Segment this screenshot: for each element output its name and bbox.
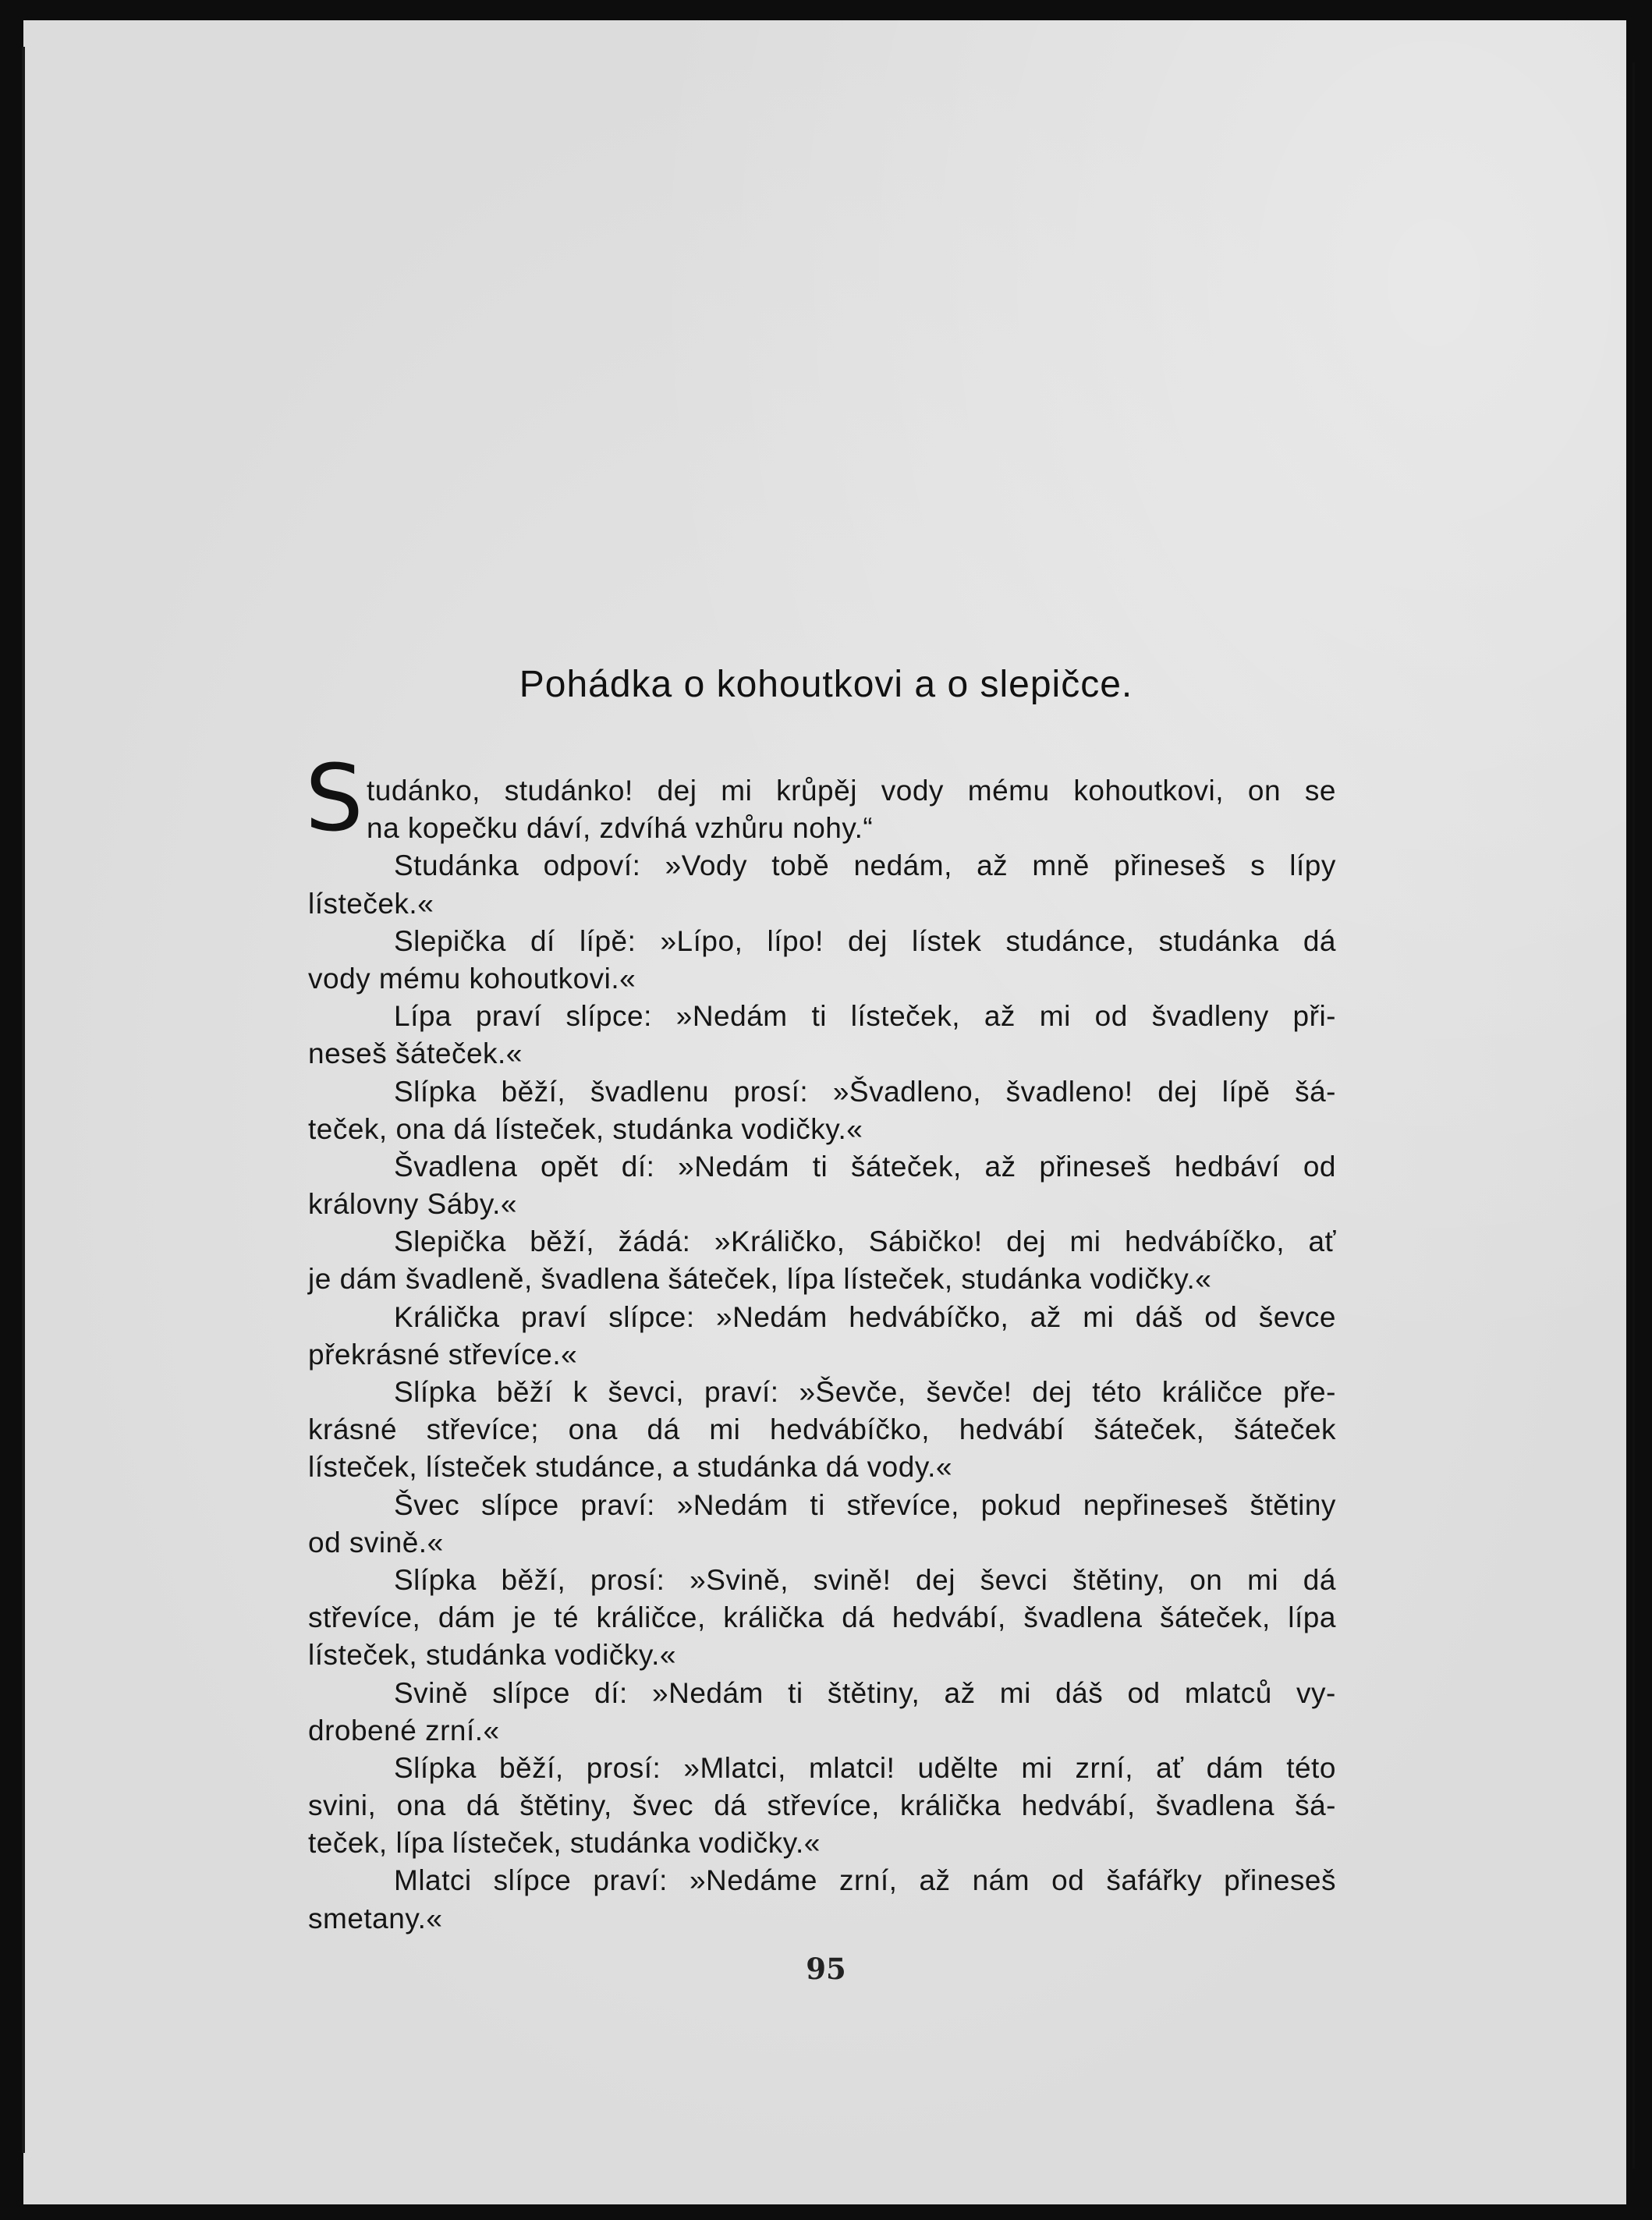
text-line: Slípka běží, švadlenu prosí: »Švadleno, švadleno! dej lípě šá- — [394, 1075, 1336, 1108]
text-line: teček, lípa lísteček, studánka vodičky.« — [308, 1827, 821, 1860]
text-line: na kopečku dáví, zdvíhá vzhůru nohy.“ — [367, 812, 874, 845]
text-line: Švec slípce praví: »Nedám ti střevíce, pokud nepřineseš štětiny — [394, 1488, 1336, 1521]
paragraph — [308, 1562, 1336, 1675]
paragraph — [308, 1487, 1336, 1562]
text-line: Lípa praví slípce: »Nedám ti lísteček, až mi od švadleny při- — [394, 1000, 1336, 1033]
page-number: 95 — [806, 1952, 846, 1986]
paragraph — [308, 1675, 1336, 1750]
paragraph — [308, 1374, 1336, 1487]
text-line: Slípka běží, prosí: »Mlatci, mlatci! udělte mi zrní, ať dám této — [394, 1751, 1336, 1784]
paragraph — [308, 1862, 1336, 1937]
text-line: neseš šáteček.« — [308, 1037, 523, 1070]
text-line: lísteček.« — [308, 887, 434, 920]
text-line: drobené zrní.« — [308, 1714, 500, 1747]
text-line: střevíce, dám je té králičce, králička dá hedvábí, švadlena šáteček, lípa — [308, 1601, 1336, 1634]
paragraph — [308, 923, 1336, 998]
drop-cap: S — [305, 744, 364, 852]
paragraph — [308, 1750, 1336, 1863]
text-line: Slepička běží, žádá: »Králičko, Sábičko! dej mi hedvábíčko, ať — [394, 1225, 1336, 1258]
text-line: Slepička dí lípě: »Lípo, lípo! dej lístek studánce, studánka dá — [394, 924, 1336, 957]
text-line: krásné střevíce; ona dá mi hedvábíčko, hedvábí šáteček, šáteček — [308, 1413, 1336, 1446]
text-line: Mlatci slípce praví: »Nedáme zrní, až nám od šafářky přineseš — [394, 1864, 1336, 1897]
text-line: tudánko, studánko! dej mi krůpěj vody mému kohoutkovi, on se — [367, 775, 1336, 807]
page-edge — [1633, 62, 1635, 2169]
chapter-title: Pohádka o kohoutkovi a o slepičce. — [519, 664, 1133, 705]
text-line: Svině slípce dí: »Nedám ti štětiny, až mi dáš od mlatců vy- — [394, 1676, 1336, 1709]
paragraph — [308, 1148, 1336, 1223]
text-line: vody mému kohoutkovi.« — [308, 962, 636, 995]
text-line: je dám švadleně, švadlena šáteček, lípa lísteček, studánka vodičky.« — [308, 1263, 1212, 1296]
text-line: smetany.« — [308, 1902, 443, 1935]
text-line: Králička praví slípce: »Nedám hedvábíčko, až mi dáš od ševce — [394, 1300, 1336, 1333]
text-line: Slípka běží, prosí: »Svině, svině! dej ševci štětiny, on mi dá — [394, 1563, 1336, 1596]
story-text — [305, 744, 1336, 1938]
text-line: překrásné střevíce.« — [308, 1338, 578, 1371]
text-line: teček, ona dá lísteček, studánka vodičky.« — [308, 1112, 863, 1145]
paragraph — [308, 998, 1336, 1073]
text-line: svini, ona dá štětiny, švec dá střevíce, králička hedvábí, švadlena šá- — [308, 1789, 1336, 1822]
text-line: Slípka běží k ševci, praví: »Ševče, ševče! dej této králičce pře- — [394, 1376, 1336, 1408]
text-line: od svině.« — [308, 1526, 444, 1559]
text-line: královny Sáby.« — [308, 1188, 517, 1221]
paragraph — [308, 1073, 1336, 1148]
text-line: lísteček, studánka vodičky.« — [308, 1639, 676, 1672]
text-line: lísteček, lísteček studánce, a studánka dá vody.« — [308, 1451, 952, 1484]
text-line: Studánka odpoví: »Vody tobě nedám, až mně přineseš s lípy — [394, 849, 1336, 882]
text-line: Švadlena opět dí: »Nedám ti šáteček, až přineseš hedbáví od — [394, 1150, 1336, 1183]
paragraph — [308, 772, 1336, 847]
paragraph — [308, 1223, 1336, 1298]
binding-edge — [22, 47, 25, 2153]
paragraph — [308, 1299, 1336, 1374]
paragraph — [308, 847, 1336, 922]
